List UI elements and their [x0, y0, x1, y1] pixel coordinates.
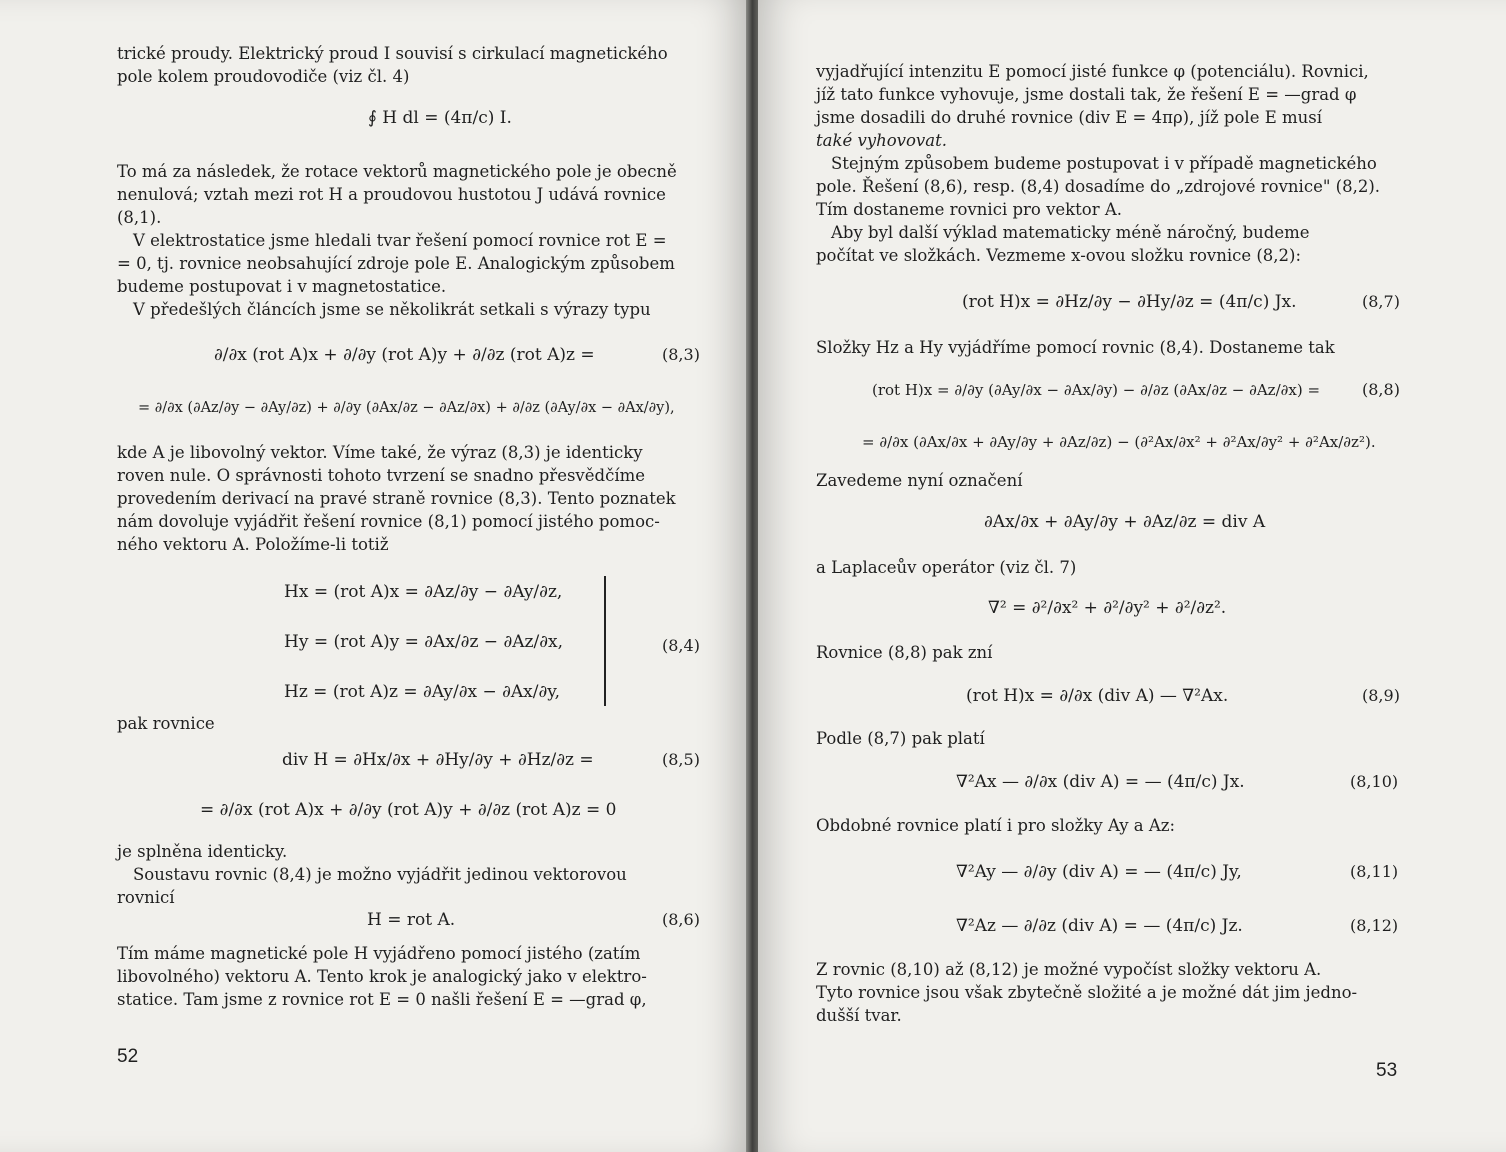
text-line: Tyto rovnice jsou však zbytečně složité a je možné dát jim jedno-: [816, 983, 1358, 1002]
page-number: 52: [117, 1046, 139, 1067]
text-line: je splněna identicky.: [117, 842, 288, 861]
page-right: [758, 0, 1506, 1152]
text-line: To má za následek, že rotace vektorů magnetického pole je obecně: [117, 162, 677, 181]
equation-number: (8,3): [662, 345, 700, 364]
equation: H = rot A.: [367, 910, 456, 930]
text-line: V předešlých článcích jsme se několikrát setkali s výrazy typu: [133, 300, 651, 319]
text-line: Podle (8,7) pak platí: [816, 729, 985, 748]
equation-number: (8,5): [662, 750, 700, 769]
equation: (rot H)x = ∂/∂x (div A) — ∇²Ax.: [966, 686, 1229, 706]
text-line: Obdobné rovnice platí i pro složky Ay a Az:: [816, 816, 1176, 835]
text-line: jsme dosadili do druhé rovnice (div E = 4πρ), jíž pole E musí: [816, 108, 1323, 127]
text-line: trické proudy. Elektrický proud I souvisí s cirkulací magnetického: [117, 44, 668, 63]
equation: ∂Ax/∂x + ∂Ay/∂y + ∂Az/∂z = div A: [984, 512, 1266, 532]
equation: = ∂/∂x (rot A)x + ∂/∂y (rot A)y + ∂/∂z (rot A)z = 0: [200, 800, 617, 820]
text-line: = 0, tj. rovnice neobsahující zdroje pole E. Analogickým způsobem: [117, 254, 675, 273]
text-line: rovnicí: [117, 888, 175, 907]
equation-number: (8,9): [1362, 686, 1400, 705]
text-line: nám dovoluje vyjádřit řešení rovnice (8,1) pomocí jistého pomoc-: [117, 512, 660, 531]
equation-number: (8,4): [662, 636, 700, 655]
text-line: a Laplaceův operátor (viz čl. 7): [816, 558, 1077, 577]
equation-number: (8,11): [1350, 862, 1399, 881]
text-line: pak rovnice: [117, 714, 215, 733]
equation-number: (8,6): [662, 910, 700, 929]
text-line: (8,1).: [117, 208, 162, 227]
text-line: ného vektoru A. Položíme-li totiž: [117, 535, 389, 554]
equation: (rot H)x = ∂Hz/∂y − ∂Hy/∂z = (4π/c) Jx.: [962, 292, 1297, 312]
text-line: Z rovnic (8,10) až (8,12) je možné vypočíst složky vektoru A.: [816, 960, 1322, 979]
equation-number: (8,8): [1362, 380, 1400, 399]
text-line: kde A je libovolný vektor. Víme také, že výraz (8,3) je identicky: [117, 443, 643, 462]
equation: div H = ∂Hx/∂x + ∂Hy/∂y + ∂Hz/∂z =: [282, 750, 594, 770]
equation: = ∂/∂x (∂Az/∂y − ∂Ay/∂z) + ∂/∂y (∂Ax/∂z − ∂Az/∂x) + ∂/∂z (∂Ay/∂x − ∂Ax/∂y),: [138, 400, 675, 416]
equation: (rot H)x = ∂/∂y (∂Ay/∂x − ∂Ax/∂y) − ∂/∂z (∂Ax/∂z − ∂Az/∂x) =: [872, 381, 1321, 399]
text-line: provedením derivací na pravé straně rovnice (8,3). Tento poznatek: [117, 489, 676, 508]
equation: ∇²Ay — ∂/∂y (div A) = — (4π/c) Jy,: [956, 862, 1242, 882]
equation-number: (8,10): [1350, 772, 1399, 791]
text-line: statice. Tam jsme z rovnice rot E = 0 našli řešení E = —grad φ,: [117, 990, 647, 1009]
text-line: libovolného) vektoru A. Tento krok je analogický jako v elektro-: [117, 967, 647, 986]
equation: ∇²Az — ∂/∂z (div A) = — (4π/c) Jz.: [956, 916, 1243, 936]
page-left: [0, 0, 748, 1152]
text-line: Tím dostaneme rovnici pro vektor A.: [816, 200, 1123, 219]
text-line: Aby byl další výklad matematicky méně náročný, budeme: [831, 223, 1310, 242]
equation: ∮ H dl = (4π/c) I.: [368, 108, 512, 128]
text-line: roven nule. O správnosti tohoto tvrzení se snadno přesvědčíme: [117, 466, 646, 485]
text-line: Stejným způsobem budeme postupovat i v případě magnetického: [831, 154, 1377, 173]
text-line: jíž tato funkce vyhovuje, jsme dostali tak, že řešení E = —grad φ: [816, 85, 1357, 104]
text-line: dušší tvar.: [816, 1006, 902, 1025]
text-line: Soustavu rovnic (8,4) je možno vyjádřit jedinou vektorovou: [133, 865, 627, 884]
text-line: nenulová; vztah mezi rot H a proudovou hustotou J udává rovnice: [117, 185, 666, 204]
brace: [604, 576, 609, 706]
page-number: 53: [1376, 1060, 1398, 1081]
text-line: pole. Řešení (8,6), resp. (8,4) dosadíme do „zdrojové rovnice" (8,2).: [816, 177, 1381, 196]
text-line: V elektrostatice jsme hledali tvar řešení pomocí rovnice rot E =: [133, 231, 667, 250]
text-line: Tím máme magnetické pole H vyjádřeno pomocí jistého (zatím: [117, 944, 641, 963]
text-line: také vyhovovat.: [816, 131, 947, 150]
equation: Hy = (rot A)y = ∂Ax/∂z − ∂Az/∂x,: [284, 632, 563, 652]
equation: ∇² = ∂²/∂x² + ∂²/∂y² + ∂²/∂z².: [988, 598, 1227, 618]
text-line: počítat ve složkách. Vezmeme x-ovou složku rovnice (8,2):: [816, 246, 1302, 265]
equation: ∇²Ax — ∂/∂x (div A) = — (4π/c) Jx.: [956, 772, 1245, 792]
text-line: Rovnice (8,8) pak zní: [816, 643, 993, 662]
equation: Hx = (rot A)x = ∂Az/∂y − ∂Ay/∂z,: [284, 582, 563, 602]
equation: Hz = (rot A)z = ∂Ay/∂x − ∂Ax/∂y,: [284, 682, 561, 702]
text-line: pole kolem proudovodiče (viz čl. 4): [117, 67, 410, 86]
text-line: Zavedeme nyní označení: [816, 471, 1023, 490]
equation-number: (8,7): [1362, 292, 1400, 311]
text-line: budeme postupovat i v magnetostatice.: [117, 277, 447, 296]
equation: ∂/∂x (rot A)x + ∂/∂y (rot A)y + ∂/∂z (rot A)z =: [214, 345, 595, 365]
equation: = ∂/∂x (∂Ax/∂x + ∂Ay/∂y + ∂Az/∂z) − (∂²Ax/∂x² + ∂²Ax/∂y² + ∂²Ax/∂z²).: [862, 433, 1376, 451]
text-line: Složky Hz a Hy vyjádříme pomocí rovnic (8,4). Dostaneme tak: [816, 338, 1335, 357]
equation-number: (8,12): [1350, 916, 1399, 935]
text-line: vyjadřující intenzitu E pomocí jisté funkce φ (potenciálu). Rovnici,: [816, 62, 1369, 81]
